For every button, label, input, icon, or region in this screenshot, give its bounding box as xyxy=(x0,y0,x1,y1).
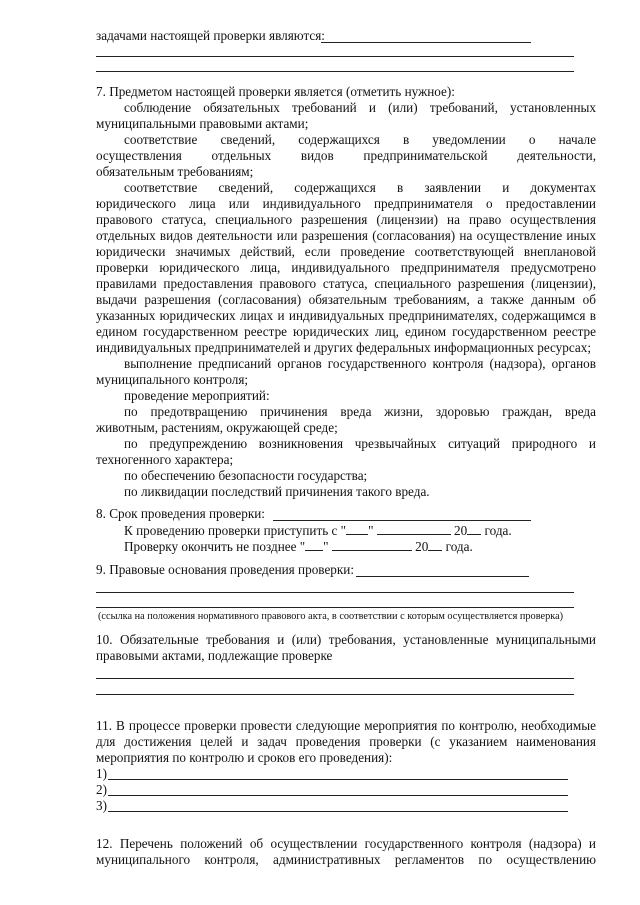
activity-item: 3) xyxy=(96,798,107,813)
section-7-line: соответствие сведений, содержащихся в уведомлении о начале xyxy=(124,132,596,147)
section-7-line: указанных юридических лицах и индивидуальных предпринимателях, содержащимся в xyxy=(96,308,596,323)
section-7-line: осуществления отдельных видов предпринимательской деятельности, xyxy=(96,148,596,163)
section-12-line: муниципального контроля, административных регламентов по осуществлению xyxy=(96,852,596,867)
section-7-line: животным, растениям, окружающей среде; xyxy=(96,420,338,435)
section-7-line: отдельных видов деятельности или разрешения (согласования) на осуществление иных xyxy=(96,228,596,243)
section-7-line: соблюдение обязательных требований и (или) требований, установленных xyxy=(124,100,596,115)
section-7-line: юридически значимых действий, если проведение соответствующей внеплановой xyxy=(96,244,596,259)
section-7-line: техногенного характера; xyxy=(96,452,234,467)
section-7-line: муниципальными правовыми актами; xyxy=(96,116,309,131)
section-9-heading: 9. Правовые основания проведения проверки: xyxy=(96,562,355,577)
blank-line xyxy=(108,779,568,780)
section-7-line: муниципального контроля; xyxy=(96,372,249,387)
section-7-line: индивидуальных предпринимателей и других федеральных информационных ресурсах; xyxy=(96,340,591,355)
section-10-line: правовыми актами, подлежащие проверке xyxy=(96,648,333,663)
section-7-line: соответствие сведений, содержащихся в заявлении и документах xyxy=(124,180,596,195)
section-7-line: обязательным требованиям; xyxy=(96,164,254,179)
section-7-line: выполнение предписаний органов государственного контроля (надзора), органов xyxy=(124,356,596,371)
section-11-line: для достижения целей и задач проведения проверки (с указанием наименования xyxy=(96,734,596,749)
blank-line xyxy=(96,592,574,593)
blank-line xyxy=(356,576,529,577)
blank-line xyxy=(108,811,568,812)
section-7-line: проверки юридического лица, индивидуального предпринимателя предусмотрено xyxy=(96,260,596,275)
blank-line xyxy=(96,71,574,72)
blank-line xyxy=(321,42,531,43)
section-7-line: правового статуса, специального разрешения (лицензии) на право осуществления xyxy=(96,212,596,227)
section-7-line: юридического лица или индивидуального предпринимателя о предоставлении xyxy=(96,196,596,211)
blank-line xyxy=(96,678,574,679)
start-date-line: К проведению проверки приступить с " " 20 года. xyxy=(124,523,512,538)
section-7-line: по предотвращению причинения вреда жизни, здоровью граждан, вреда xyxy=(124,404,596,419)
section-11-line: 11. В процессе проверки провести следующие мероприятия по контролю, необходимые xyxy=(96,718,596,733)
section-11-line: мероприятия по контролю и сроков его проведения): xyxy=(96,750,393,765)
section-7-line: проведение мероприятий: xyxy=(124,388,270,403)
section-9-note: (ссылка на положения нормативного правового акта, в соответствии с которым осуществляется проверка) xyxy=(98,611,564,622)
section-7-line: по ликвидации последствий причинения такого вреда. xyxy=(124,484,430,499)
section-10-line: 10. Обязательные требования и (или) требования, установленные муниципальными xyxy=(96,632,596,647)
section-8-heading: 8. Срок проведения проверки: xyxy=(96,506,265,521)
section-7-line: по обеспечению безопасности государства; xyxy=(124,468,368,483)
blank-line xyxy=(96,694,574,695)
section-7-line: по предупреждению возникновения чрезвычайных ситуаций природного и xyxy=(124,436,596,451)
blank-line xyxy=(273,520,531,521)
section-7-heading: 7. Предметом настоящей проверки является (отметить нужное): xyxy=(96,84,455,99)
blank-line xyxy=(96,56,574,57)
activity-item: 1) xyxy=(96,766,107,781)
section-7-line: выдачи разрешения (согласования) обязательным требованиям, а также данным об xyxy=(96,292,596,307)
section-12-line: 12. Перечень положений об осуществлении государственного контроля (надзора) и xyxy=(96,836,596,851)
section-7-line: едином государственном реестре юридических лиц, едином государственном реестре xyxy=(96,324,596,339)
blank-line xyxy=(96,607,574,608)
end-date-line: Проверку окончить не позднее " " 20 года. xyxy=(124,539,473,554)
intro-line: задачами настоящей проверки являются: xyxy=(96,28,325,43)
section-7-line: правилами предоставления правового статуса, специального разрешения (лицензии), xyxy=(96,276,596,291)
blank-line xyxy=(108,795,568,796)
activity-item: 2) xyxy=(96,782,107,797)
